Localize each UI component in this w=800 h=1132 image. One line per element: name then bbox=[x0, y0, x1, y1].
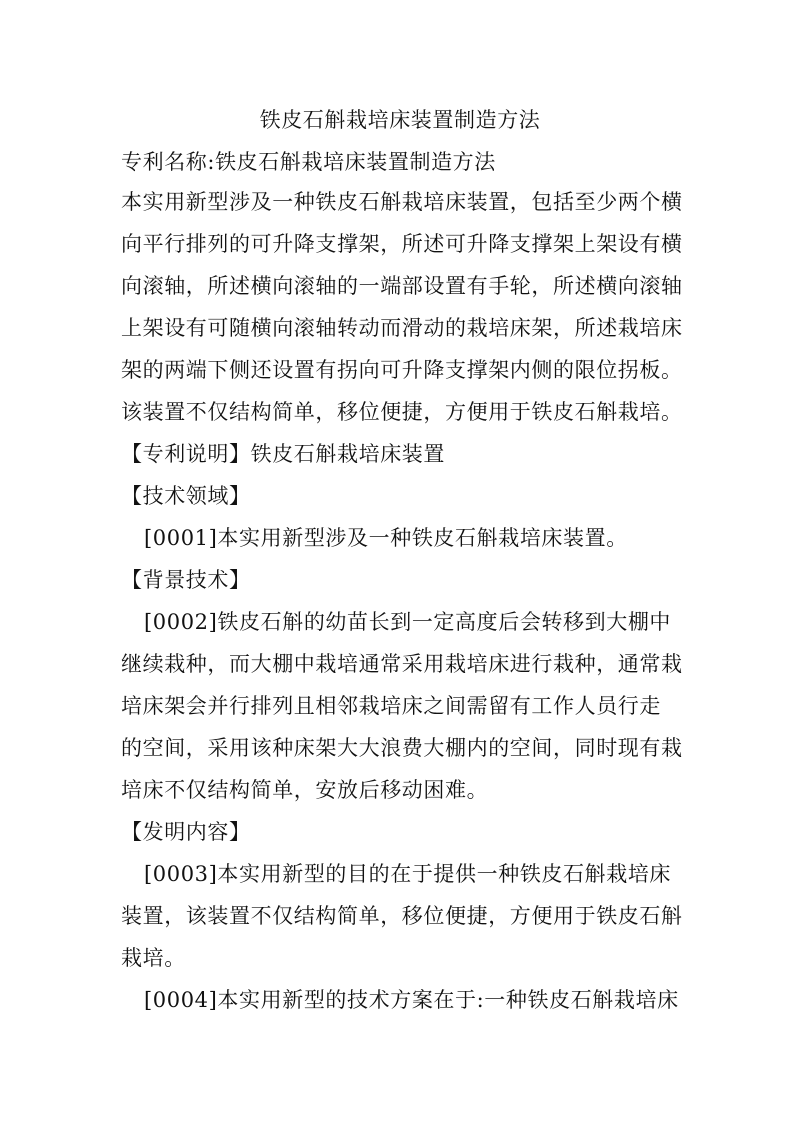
abstract-line: 该装置不仅结构简单，移位便捷，方便用于铁皮石斛栽培。 bbox=[121, 400, 683, 424]
document-title: 铁皮石斛栽培床装置制造方法 bbox=[259, 108, 541, 132]
paragraph-line: 培床架会并行排列且相邻栽培床之间需留有工作人员行走 bbox=[121, 694, 661, 718]
description-heading: 【专利说明】铁皮石斛栽培床装置 bbox=[121, 442, 445, 466]
abstract-line: 上架设有可随横向滚轴转动而滑动的栽培床架，所述栽培床 bbox=[121, 316, 683, 340]
paragraph-line: 装置，该装置不仅结构简单，移位便捷，方便用于铁皮石斛 bbox=[121, 904, 683, 928]
abstract-line: 向平行排列的可升降支撑架，所述可升降支撑架上架设有横 bbox=[121, 232, 683, 256]
paragraph-line: 继续栽种，而大棚中栽培通常采用栽培床进行栽种，通常栽 bbox=[121, 652, 683, 676]
paragraph-line: 培床不仅结构简单，安放后移动困难。 bbox=[121, 778, 489, 802]
field-heading: 【技术领域】 bbox=[121, 484, 251, 508]
paragraph-0001: [0001]本实用新型涉及一种铁皮石斛栽培床装置。 bbox=[144, 526, 628, 550]
background-heading: 【背景技术】 bbox=[121, 568, 251, 592]
summary-heading: 【发明内容】 bbox=[121, 820, 251, 844]
paragraph-line: [0003]本实用新型的目的在于提供一种铁皮石斛栽培床 bbox=[144, 862, 672, 886]
paragraph-line: [0004]本实用新型的技术方案在于:一种铁皮石斛栽培床 bbox=[144, 988, 679, 1012]
paragraph-line: 的空间，采用该种床架大大浪费大棚内的空间，同时现有栽 bbox=[121, 736, 683, 760]
abstract-line: 向滚轴，所述横向滚轴的一端部设置有手轮，所述横向滚轴 bbox=[121, 274, 683, 298]
abstract-line: 架的两端下侧还设置有拐向可升降支撑架内侧的限位拐板。 bbox=[121, 358, 683, 382]
paragraph-line: [0002]铁皮石斛的幼苗长到一定高度后会转移到大棚中 bbox=[144, 610, 672, 634]
patent-name: 专利名称:铁皮石斛栽培床装置制造方法 bbox=[121, 150, 496, 174]
paragraph-line: 栽培。 bbox=[121, 946, 186, 970]
abstract-line: 本实用新型涉及一种铁皮石斛栽培床装置，包括至少两个横 bbox=[121, 190, 683, 214]
